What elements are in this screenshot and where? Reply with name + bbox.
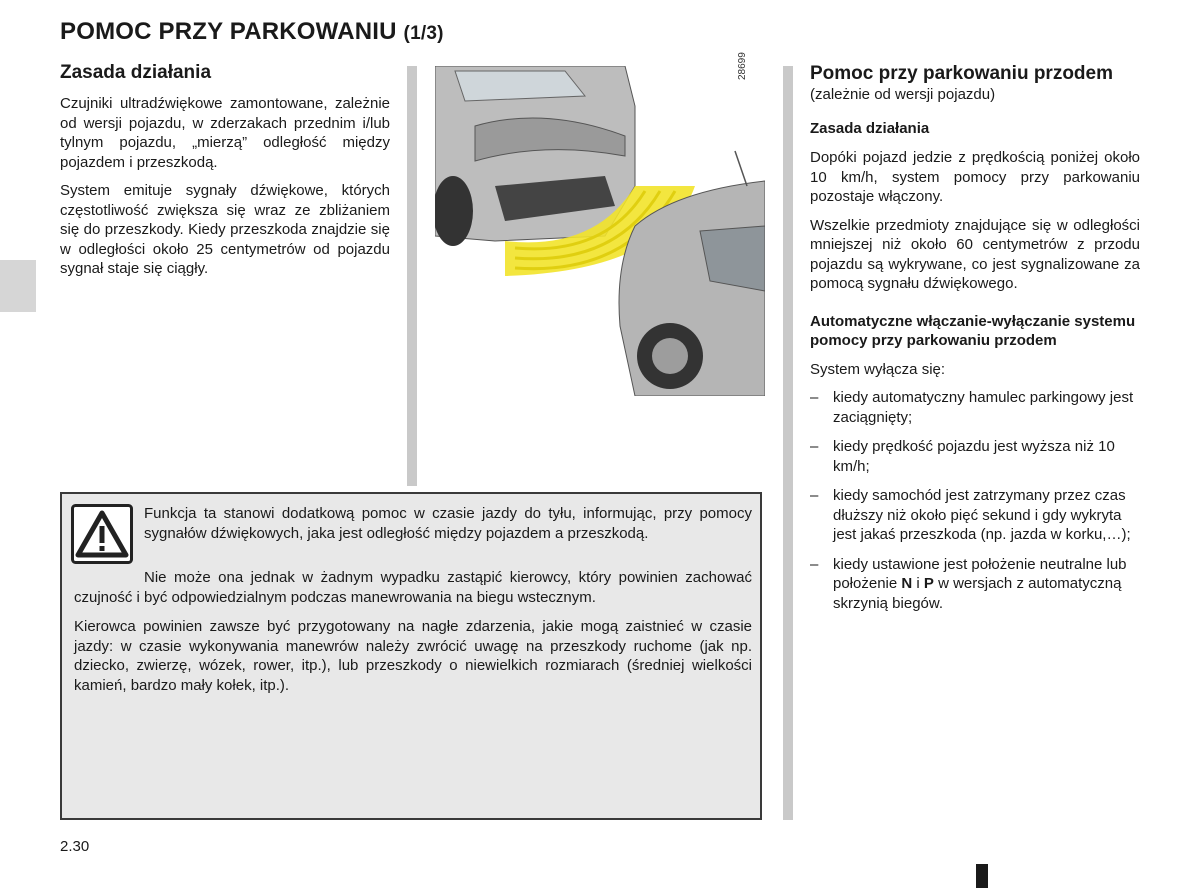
condition-list — [810, 388, 1140, 613]
text-part: kiedy ustawione jest położenie neutralne lub położenie — [833, 555, 1127, 592]
front-car-windshield — [455, 71, 585, 101]
paragraph: System emituje sygnały dźwiękowe, których częstotliwość zwiększa się wraz ze zbliżaniem się do przeszkody. Kiedy przeszkoda znajdzie się w odległości około 25 centymetrów od pojazdu sygnał staje się ciągły. — [60, 182, 390, 277]
version-note: (zależnie od wersji pojazdu) — [810, 86, 996, 103]
gear-p: P — [923, 575, 934, 592]
paragraph: Wszelkie przedmioty znajdujące się w odległości mniejszej niż około 60 centymetrów z przodu pojazdu są wykrywane, co jest sygnalizowane za pomocą sygnału dźwiękowego. — [810, 216, 1140, 292]
list-item-text: kiedy automatyczny hamulec parkingowy jest zaciągnięty; — [833, 389, 1134, 426]
text-part: w wersjach z automatyczną skrzynią biegów. — [833, 575, 1122, 612]
page-title-text: POMOC PRZY PARKOWANIU — [60, 18, 397, 45]
dash-mark: – — [810, 487, 819, 504]
section-heading: Pomoc przy parkowaniu przodem — [810, 63, 1113, 84]
warning-triangle-icon — [71, 504, 133, 564]
paragraph: Dopóki pojazd jedzie z prędkością poniżej około 10 km/h, system pomocy przy parkowaniu pozostaje włączony. — [810, 149, 1140, 205]
page-corner-mark — [976, 864, 988, 888]
section-heading: Zasada działania — [60, 62, 212, 83]
list-item — [810, 388, 1140, 427]
subheading: Zasada działania — [810, 120, 930, 137]
column-divider — [783, 66, 793, 820]
warning-paragraph: Nie może ona jednak w żadnym wypadku zastąpić kierowcy, który powinien zachować czujność i być odpowiedzialnym podczas manewrowania na biegu wstecznym. — [74, 569, 752, 606]
rear-car-window — [700, 226, 765, 291]
warning-paragraph: Funkcja ta stanowi dodatkową pomoc w czasie jazdy do tyłu, informując, przy pomocy sygnałów dźwiękowych, jaka jest odległość między pojazdem a przeszkodą. — [144, 505, 752, 542]
warning-paragraph: Kierowca powinien zawsze być przygotowany na nagłe zdarzenia, jakie mogą zaistnieć w czasie jazdy: w czasie wykonywania manewrów należy zwrócić uwagę na przeszkody ruchome (jak np. dziecko, zwierzę, wózek, rower, itp.), lub przeszkody o niewielkich rozmiarach (średniej wielkości kamień, bardzo mały kołek, itp.). — [74, 618, 752, 694]
gear-n: N — [901, 575, 913, 592]
illustration-code: 28699 — [737, 52, 748, 80]
column-divider — [407, 66, 417, 486]
antenna — [735, 151, 747, 186]
parking-sensor-illustration — [435, 66, 765, 396]
warning-box — [60, 492, 762, 820]
page-title-suffix: (1/3) — [403, 23, 444, 44]
list-item — [810, 555, 1140, 614]
list-item-text: kiedy prędkość pojazdu jest wyższa niż 10 km/h; — [833, 438, 1115, 475]
chapter-tab — [0, 260, 36, 312]
right-column — [810, 62, 1140, 623]
dash-mark: – — [810, 389, 819, 406]
left-column — [60, 62, 390, 288]
dash-mark: – — [810, 438, 819, 455]
paragraph: System wyłącza się: — [810, 360, 946, 378]
warning-text — [74, 568, 752, 705]
car-illustration — [435, 66, 765, 396]
dash-mark: – — [810, 555, 819, 573]
subheading: Automatyczne włączanie-wyłączanie systemu pomocy przy parkowaniu przodem — [810, 312, 1136, 349]
page-number: 2.30 — [60, 838, 90, 855]
list-item-text: kiedy samochód jest zatrzymany przez czas dłuższy niż około pięć sekund i gdy wykryta jest jakaś przeszkoda (np. jazda w korku,…); — [833, 487, 1131, 543]
list-item — [810, 486, 1140, 545]
page-title — [60, 18, 444, 46]
list-item-text — [833, 556, 1127, 612]
warning-text — [144, 504, 752, 553]
list-item — [810, 437, 1140, 476]
rear-car-rim — [652, 338, 688, 374]
paragraph: Czujniki ultradźwiękowe zamontowane, zależnie od wersji pojazdu, w zderzakach przednim i/lub tylnym pojazdu, „mierzą” odległość między pojazdem i przeszkodą. — [60, 95, 390, 171]
text-part: i — [912, 575, 924, 592]
